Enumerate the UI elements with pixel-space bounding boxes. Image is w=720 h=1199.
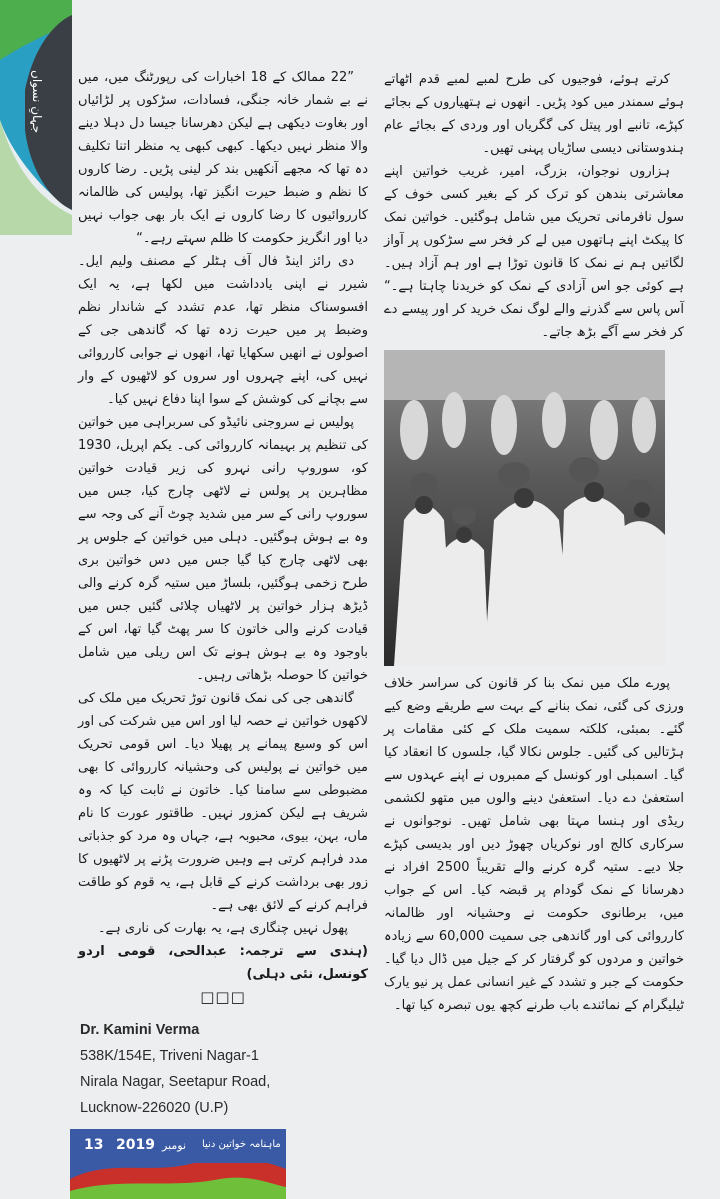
translation-credit: (ہندی سے ترجمہ: عبدالحی، قومی اردو کونسل، نئی دہلی) — [78, 944, 368, 982]
paragraph: پورے ملک میں نمک بنا کر قانون کی سراسر خلاف ورزی کی گئی، نمک بنانے کے بہت سے طریقے وضع کیے گئے۔ بمبئی، کلکتہ سمیت ملک کے کئی مقامات پر ہڑتالیں کی گئیں۔ جلوس نکالا گیا، جلسوں کا انعقاد کیا گیا۔ اسمبلی اور کونسل کے ممبروں نے اپنے عہدوں سے استعفیٰ دے دیا۔ استعفیٰ دینے والوں میں متھو لکشمی ریڈی اور ہنسا مہتا بھی شامل تھیں۔ نوجوانوں نے سرکاری کالج اور نوکریاں چھوڑ دیں اور بدیسی کپڑے جلا دیے۔ ستیہ گرہ کرنے والے تقریباً 2500 افراد نے دھرسانا کے نمک گودام پر قبضہ کیا۔ اس کے جواب میں، برطانوی حکومت نے وحشیانہ اور ظالمانہ کارروائی کی اور گاندھی جی سمیت 60,000 سے زیادہ خواتین و مردوں کو گرفتار کر کے جیل میں ڈال دیا گیا۔ حکومت کے جبر و تشدد کے غیر انسانی عمل پر نیو یارک ٹیلیگرام کے نمائندے باب طرنے کچھ یوں تبصرہ کیا تھا۔ — [384, 676, 684, 1013]
paragraph: دی رائز اینڈ فال آف ہٹلر کے مصنف ولیم ایل۔ شیرر نے اپنی یادداشت میں لکھا ہے، یہ ایک افسوسناک منظر تھا، عدم تشدد کے شاندار نظم وضبط پر میں حیرت زدہ تھا کہ گاندھی جی کے اصولوں نے انھیں سکھایا تھا، انھوں نے جوابی کارروائی نہیں کی، اپنے چہروں اور سروں کو لاٹھیوں کے وار سے بچانے کی کوشش کے سوا اپنا دفاع نہیں کیا۔ — [78, 254, 368, 407]
issue-month: نومبر — [162, 1139, 187, 1152]
right-column-bottom — [384, 672, 684, 1017]
page-number: 13 — [84, 1137, 104, 1153]
page-footer — [70, 1129, 286, 1199]
section-label: جہانِ نسواں — [30, 70, 44, 134]
left-column — [78, 66, 368, 1009]
footer-bar — [70, 1129, 286, 1163]
paragraph: گاندھی جی کی نمک قانون توڑ تحریک میں ملک کی لاکھوں خواتین نے حصہ لیا اور اس میں شرکت کی اور اس کو وسیع پیمانے پر پھیلا دیا۔ اس قومی تحریک میں خواتین نے پولیس کی وحشیانہ کارروائی کا بھی مضبوطی سے سامنا کیا۔ خاتون نے ثابت کیا کہ وہ شریف ہے لیکن کمزور نہیں۔ طاقتور عورت کا نام ماں، بہن، بیوی، محبوبہ ہے، جہاں وہ مرد کو جذباتی مدد فراہم کرتی ہے وہیں ضرورت پڑنے پر لاٹھیوں کا زور بھی برداشت کرنے کے قابل ہے، یہ قوم کو طاقت فراہم کرنے کے لائق بھی ہے۔ — [78, 691, 368, 913]
paragraph: ہزاروں نوجوان، بزرگ، امیر، غریب خواتین اپنے معاشرتی بندھن کو ترک کر کے بغیر کسی خوف کے سول نافرمانی تحریک میں شامل ہوگئیں۔ خواتین نمک کا پیکٹ اپنے ہاتھوں میں لے کر فخر سے سڑکوں پر آواز لگاتیں ہم نے نمک کا قانون توڑا ہے اور ہم آزاد ہیں۔ ہے کوئی جو اس آزادی کے نمک کو خریدنا چاہتا ہے۔“ آس پاس سے گذرنے والے لوگ نمک خرید کر اور پیسے دے کر فخر سے آگے بڑھ جاتے۔ — [384, 164, 684, 340]
issue-year: 2019 — [116, 1137, 155, 1153]
paragraph: پولیس نے سروجنی نائیڈو کی سربراہی میں خواتین کی تنظیم پر بہیمانہ کارروائی کی۔ یکم اپریل، 1930 کو، سوروپ رانی نہرو کی زیر قیادت خواتین مظاہرین پر پولس نے لاٹھی چارج کیا، جس میں سوروپ رانی کے سر میں شدید چوٹ آنے کی وجہ سے وہ بے ہوش ہوگئیں۔ دہلی میں خواتین کے جلوس پر بھی لاٹھی چارج کیا گیا جس میں دس خواتین بری طرح زخمی ہوگئیں، بلساڑ میں ستیہ گرہ کرنے والی ڈیڑھ ہزار خواتین پر لاٹھیاں چلائی گئیں جس میں قیادت کرنے والی خاتون کا سر پھٹ گیا تھا، اس کے باوجود وہ بے ہوش ہونے تک اس ریلی میں شامل خواتین کا حوصلہ بڑھاتی رہیں۔ — [78, 415, 368, 683]
address-line: 538K/154E, Triveni Nagar-1 — [80, 1048, 259, 1064]
author-address — [78, 1017, 368, 1121]
end-mark: □□□ — [200, 988, 246, 1006]
verse: پھول نہیں چنگاری ہے، یہ بھارت کی ناری ہے۔ — [97, 921, 349, 936]
right-column-top — [384, 68, 684, 344]
right-column-wrapper — [384, 68, 684, 1037]
paragraph: ”22 ممالک کے 18 اخبارات کی رپورٹنگ میں، میں نے بے شمار خانہ جنگی، فسادات، سڑکوں پر لڑائیاں اور بغاوت دیکھی ہے لیکن دھرسانا جیسا دل دہلا دینے والا منظر نہیں دیکھا۔ کبھی کبھی یہ منظر اتنا تکلیف دہ تھا کہ مجھے آنکھیں بند کر لینی پڑیں۔ رضا کاروں کا نظم و ضبط حیرت انگیز تھا، پولیس کی ظالمانہ کارروائیوں کا رضا کاروں نے ایک بار بھی جواب نہیں دیا اور انگریز حکومت کا ظلم سہتے رہے۔“ — [78, 70, 368, 246]
author-name: Dr. Kamini Verma — [80, 1022, 200, 1038]
magazine-name: ماہنامہ خواتین دنیا — [202, 1139, 281, 1150]
address-line: Nirala Nagar, Seetapur Road, — [80, 1074, 271, 1090]
section-decoration — [0, 0, 72, 235]
left-column-wrapper — [78, 66, 368, 1199]
historical-photo-women-salt-march — [384, 350, 665, 666]
paragraph: کرتے ہوئے، فوجیوں کی طرح لمبے لمبے قدم اٹھاتے ہوئے سمندر میں کود پڑیں۔ انھوں نے ہتھیاروں کے بجائے کپڑے، تانبے اور پیتل کی گگریاں اور وردی کے بجائے عام ہندوستانی دیسی ساڑیاں پہنی تھیں۔ — [384, 72, 684, 156]
address-line: Lucknow-226020 (U.P) — [80, 1100, 229, 1116]
